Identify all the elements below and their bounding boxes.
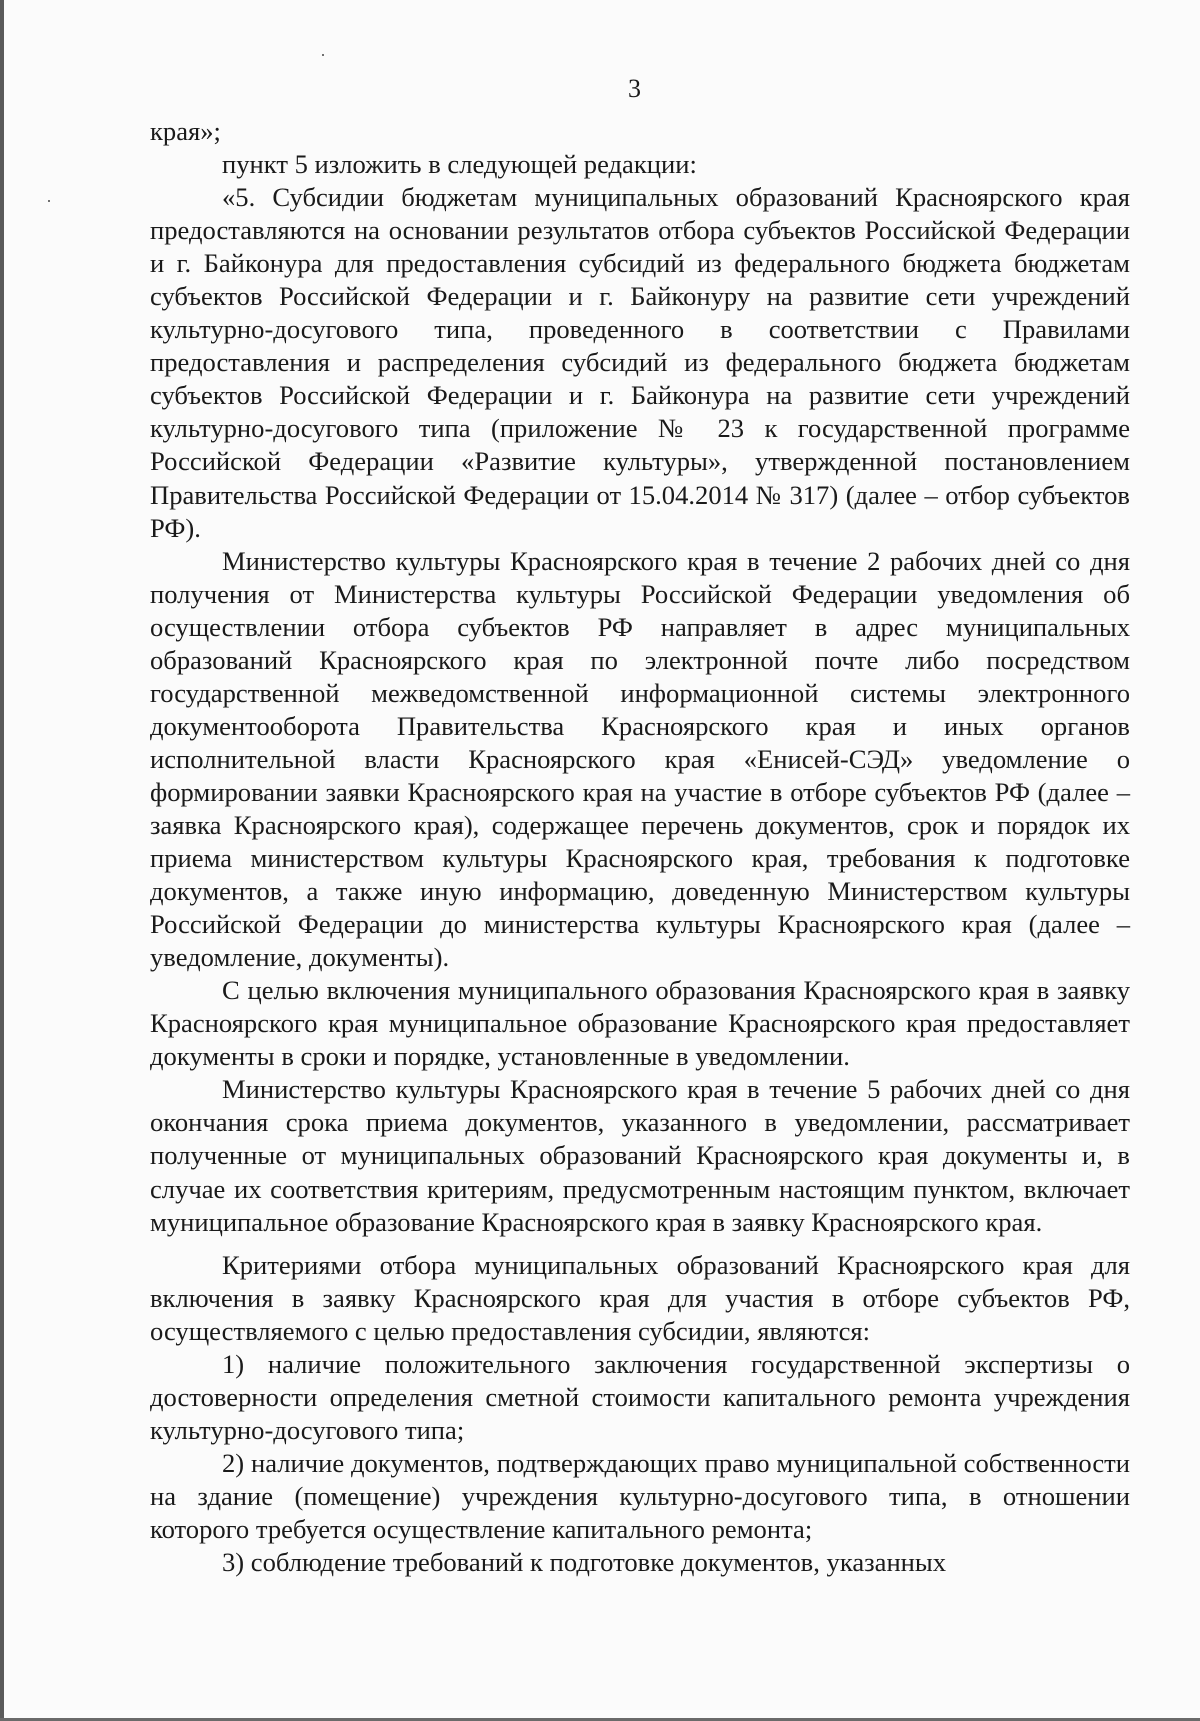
scan-speck bbox=[322, 54, 324, 56]
paragraph-criterion-2: 2) наличие документов, подтверждающих право муниципальной собственности на здание (помещение) учреждения культурно-досугового типа, в отношении которого требуется осуществление капитального ремонта; bbox=[150, 1447, 1130, 1544]
paragraph-continuation: края»; bbox=[150, 116, 221, 146]
paragraph-inclusion-purpose: С целью включения муниципального образования Красноярского края в заявку Красноярского края муниципальное образование Красноярского края предоставляет документы в сроки и порядке, установленные в уведомлении. bbox=[150, 975, 1130, 1072]
scan-edge-left bbox=[0, 0, 4, 1721]
paragraph-ministry-review: Министерство культуры Красноярского края в течение 5 рабочих дней со дня окончания срока приема документов, указанного в уведомлении, рассматривает полученные от муниципальных образований Красноярского края документы и, в случае их соответствия критериям, предусмотренным настоящим пунктом, включает муниципальное образование Красноярского края в заявку Красноярского края. bbox=[150, 1074, 1130, 1237]
paragraph-ministry-notification: Министерство культуры Красноярского края в течение 2 рабочих дней со дня получения от Министерства культуры Российской Федерации уведомления об осуществлении отбора субъектов РФ направляет в адрес муниципальных образований Красноярского края по электронной почте либо посредством государственной межведомственной информационной системы электронного документооборота Правительства Красноярского края и иных органов исполнительной власти Красноярского края «Енисей-СЭД» уведомление о формировании заявки Красноярского края на участие в отборе субъектов РФ (далее – заявка Красноярского края), содержащее перечень документов, срок и порядок их приема министерством культуры Красноярского края, требования к подготовке документов, а также иную информацию, доведенную Министерством культуры Российской Федерации до министерства культуры Красноярского края (далее – уведомление, документы). bbox=[150, 545, 1130, 973]
paragraph-criteria-intro: Критериями отбора муниципальных образований Красноярского края для включения в заявку Красноярского края для участия в отборе субъектов РФ, осуществляемого с целью предоставления субсидии, являются: bbox=[150, 1249, 1130, 1346]
paragraph-item-5: «5. Субсидии бюджетам муниципальных образований Красноярского края предоставляются на основании результатов отбора субъектов Российской Федерации и г. Байконура для предоставления субсидий из федерального бюджета бюджетам субъектов Российской Федерации и г. Байконуру на развитие сети учреждений культурно-досугового типа, проведенного в соответствии с Правилами предоставления и распределения субсидий из федерального бюджета бюджетам субъектов Российской Федерации и г. Байконура на развитие сети учреждений культурно-досугового типа (приложение № 23 к государственной программе Российской Федерации «Развитие культуры», утвержденной постановлением Правительства Российской Федерации от 15.04.2014 № 317) (далее – отбор субъектов РФ). bbox=[150, 182, 1130, 543]
document-body bbox=[150, 115, 1130, 1579]
paragraph-criterion-1: 1) наличие положительного заключения государственной экспертизы о достоверности определения сметной стоимости капитального ремонта учреждения культурно-досугового типа; bbox=[150, 1348, 1130, 1445]
paragraph-criterion-3: 3) соблюдение требований к подготовке документов, указанных bbox=[222, 1547, 947, 1578]
paragraph-amendment-intro: пункт 5 изложить в следующей редакции: bbox=[222, 149, 697, 180]
page-number: 3 bbox=[628, 74, 641, 103]
scan-speck bbox=[48, 200, 50, 202]
